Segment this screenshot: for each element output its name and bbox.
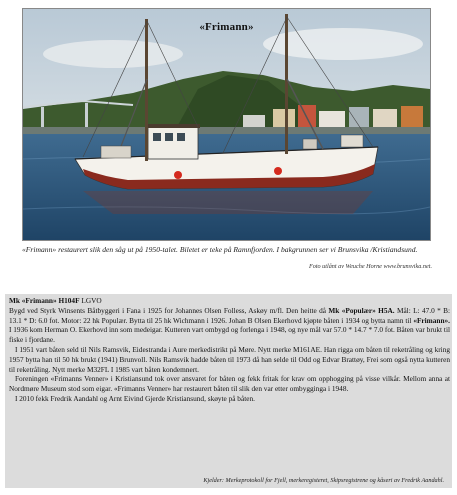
photo-caption: «Frimann» restaurert slik den såg ut på 1950-talet. Biletet er teke på Ramnfjorden. I bakgrunnen ser vi Brunsvika /Kristiandsund. [22,245,418,254]
boat-photo-image [23,9,430,240]
photo-title: «Frimann» [199,21,254,33]
info-paragraph-3: Foreningen «Frimanns Venner» i Kristiansund tok over ansvaret for båten og fekk fritak for krav om opphogging på visse vilkår. Mellom anna at Nordmøre Museum stod som eigar. «Frimanns Venner» har restaurert båten til slik den var etter ombygginga i 1948. [9,374,450,394]
info-text [9,296,450,404]
build-history-text: Bygd ved Styrk Winsents Båtbyggeri i Fana i 1925 for Johannes Olsen Folless, Askøy m/fl. Den heitte då [9,305,327,315]
new-name: «Frimann». [413,315,450,325]
sources-note: Kjelder: Merkeprotokoll for Fjell, merkeregisteret, Skipsregistrene og kåseri av Fredrik Aandahl. [203,477,444,484]
info-box [5,294,452,488]
rebuild-text: I 1936 kom Herman O. Ekerhovd inn som medeigar. Kutteren vart ombygd og forlenga i 1948, og nye mål var 57.0 * 14.7 * 7.0 fot. Båten var brukt til fiske i fjordane. [9,325,450,345]
vessel-heading: Mk «Frimann» H104F [9,296,80,305]
info-paragraph-1 [9,296,450,345]
former-name: Mk «Populær» H5A. [328,305,395,315]
dimensions-text: Mål: L: 47.0 * B: 13.1 * D: 6.0 fot. Motor: 22 hk Populær. Bytta til 25 hk Wichmann i 1926. Johan B Olsen Ekerhovd kjøpte båten i 1934 og bytta namn til [9,305,450,325]
info-paragraph-4: I 2010 fekk Fredrik Aandahl og Arnt Eivind Gjerde Kristiansund, skøyte på båten. [15,393,255,403]
call-sign: LGVO [81,296,102,305]
info-paragraph-2: I 1951 vart båten seld til Nils Ramsvik, Eidestranda i Aure merkedistrikt på Møre. Nytt merke M161AE. Han rigga om båten til reketråling og kring 1957 bytta han til 50 hk brukt (1941) Brunvoll. Nils Ramsvik hadde båten til 1973 då han selde til Odd og Edvar Brattøy, Frei som også nytta kutteren til reketråling. Nytt merke M32FL I 1985 vart båten kondemnert. [9,344,450,374]
boat-photo [22,8,431,241]
photo-credit: Foto utlånt av Weuche Horne www.brunsvika.net. [308,263,432,270]
